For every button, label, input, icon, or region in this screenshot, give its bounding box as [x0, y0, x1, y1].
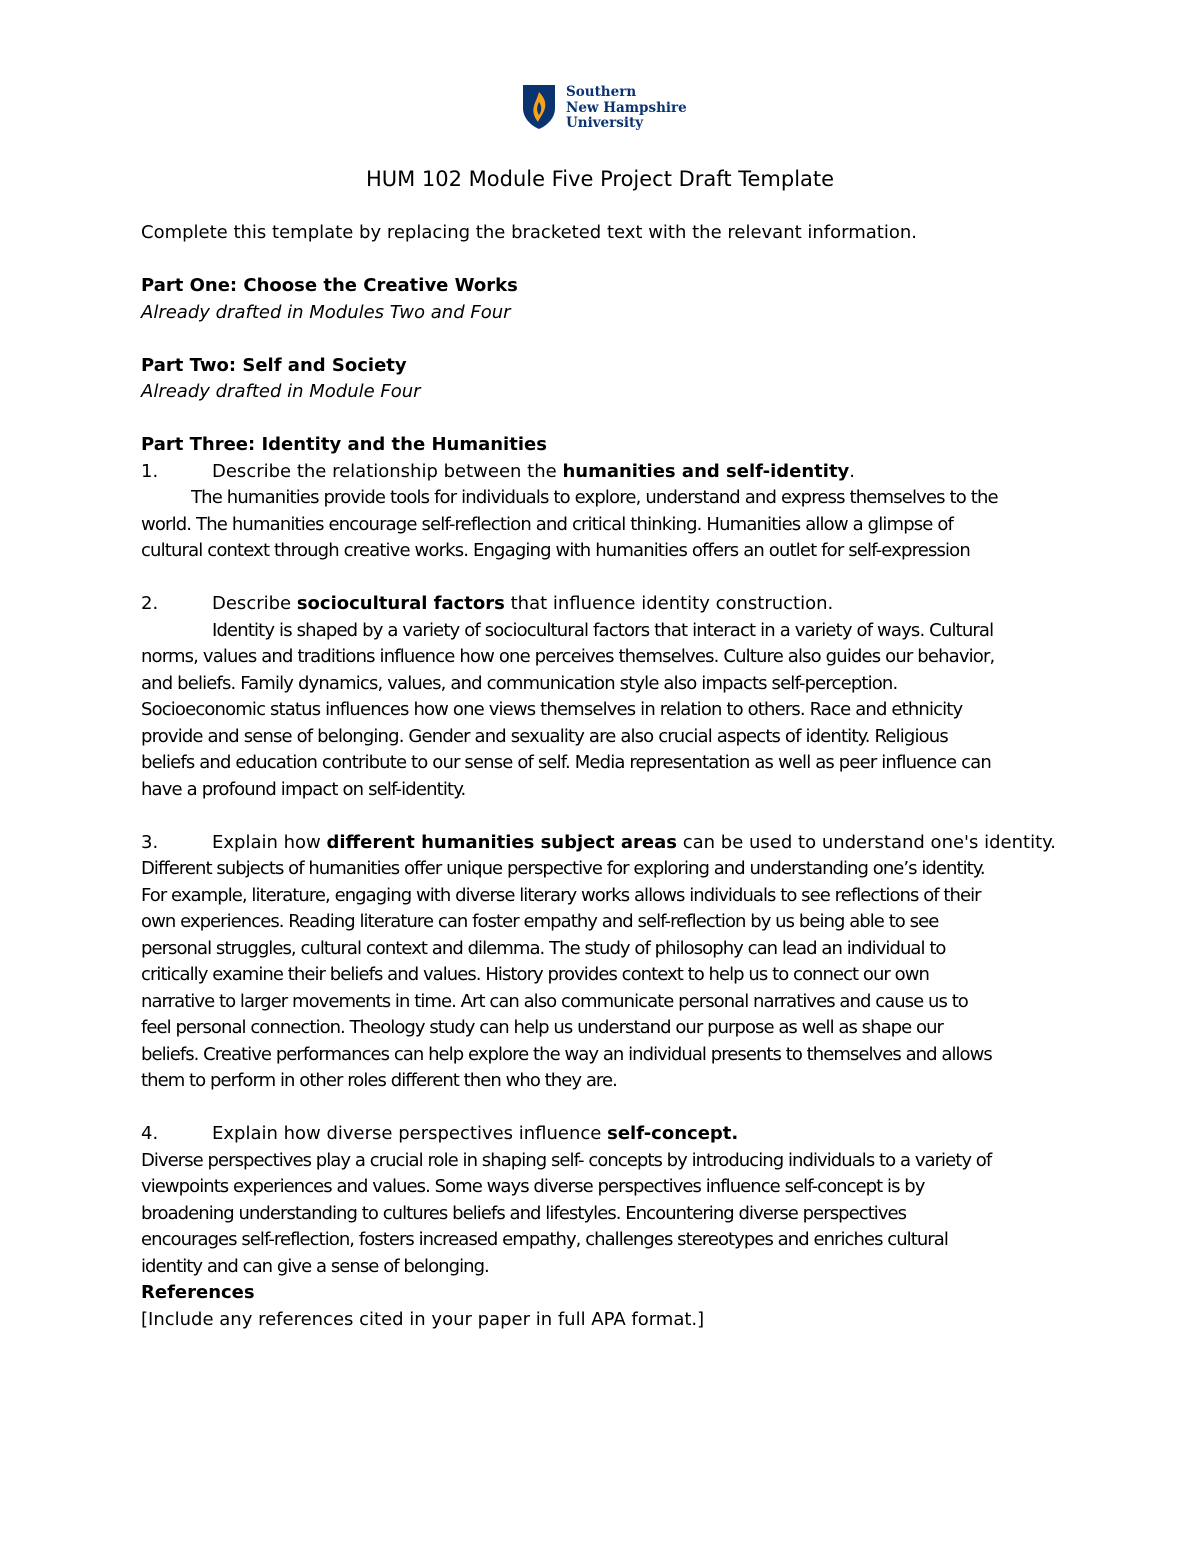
answer-3-line: them to perform in other roles different then who they are. [141, 1070, 617, 1091]
document-title: HUM 102 Module Five Project Draft Template [365, 167, 835, 191]
answer-1-line: The humanities provide tools for individuals to explore, understand and express themselves to the [191, 487, 998, 508]
part-two-note: Already drafted in Module Four [141, 381, 421, 402]
part-three-heading: Part Three: Identity and the Humanities [141, 434, 547, 455]
answer-3-line: For example, literature, engaging with diverse literary works allows individuals to see reflections of their [141, 884, 981, 906]
answer-4-line: viewpoints experiences and values. Some ways diverse perspectives influence self-concept is by [141, 1176, 925, 1197]
question-3-prompt: 3. Explain how different humanities subject areas can be used to understand one's identity. [141, 831, 1056, 853]
part-two-heading: Part Two: Self and Society [141, 354, 407, 376]
question-1-prompt: 1. Describe the relationship between the humanities and self-identity. [141, 460, 856, 482]
answer-4-line: encourages self-reflection, fosters increased empathy, challenges stereotypes and enriches cultural [141, 1229, 948, 1250]
answer-3-line: own experiences. Reading literature can foster empathy and self-reflection by us being able to see [141, 911, 939, 932]
logo-line-1: Southern [566, 84, 637, 100]
logo-line-3: University [566, 115, 644, 131]
shield-flame-icon [522, 84, 556, 130]
references-heading: References [141, 1282, 255, 1303]
answer-1-line: cultural context through creative works. Engaging with humanities offers an outlet for self-expression [141, 540, 970, 561]
answer-2-line: beliefs and education contribute to our sense of self. Media representation as well as peer influence can [141, 752, 991, 773]
answer-2-line: norms, values and traditions influence how one perceives themselves. Culture also guides our behavior, [141, 646, 995, 667]
answer-1-line: world. The humanities encourage self-reflection and critical thinking. Humanities allow a glimpse of [141, 513, 954, 535]
answer-4-line: Diverse perspectives play a crucial role in shaping self- concepts by introducing individuals to a variety of [141, 1149, 992, 1171]
logo-wordmark [566, 85, 687, 132]
references-placeholder: [Include any references cited in your paper in full APA format.] [141, 1308, 705, 1330]
document-body [141, 220, 1061, 1333]
answer-2-line: have a profound impact on self-identity. [141, 778, 466, 800]
answer-3-line: beliefs. Creative performances can help explore the way an individual presents to themselves and allows [141, 1043, 992, 1065]
logo-line-2: New Hampshire [566, 99, 687, 116]
question-2-prompt: 2. Describe sociocultural factors that influence identity construction. [141, 593, 834, 614]
answer-3-line: Different subjects of humanities offer unique perspective for exploring and understanding one’s identity. [141, 858, 985, 879]
answer-2-line: Identity is shaped by a variety of sociocultural factors that interact in a variety of ways. Cultural [212, 619, 994, 641]
part-one-note: Already drafted in Modules Two and Four [141, 301, 511, 323]
answer-3-line: critically examine their beliefs and values. History provides context to help us to connect our own [141, 964, 929, 985]
university-logo [522, 84, 687, 132]
answer-2-line: Socioeconomic status influences how one views themselves in relation to others. Race and ethnicity [141, 699, 963, 720]
answer-3-line: personal struggles, cultural context and dilemma. The study of philosophy can lead an individual to [141, 937, 946, 959]
answer-3-line: narrative to larger movements in time. Art can also communicate personal narratives and cause us to [141, 990, 968, 1012]
answer-3-line: feel personal connection. Theology study can help us understand our purpose as well as shape our [141, 1017, 943, 1038]
part-one-heading: Part One: Choose the Creative Works [141, 275, 518, 296]
answer-4-line: identity and can give a sense of belonging. [141, 1255, 489, 1277]
answer-4-line: broadening understanding to cultures beliefs and lifestyles. Encountering diverse perspectives [141, 1202, 907, 1224]
question-4-prompt: 4. Explain how diverse perspectives influence self-concept. [141, 1123, 739, 1144]
answer-2-line: provide and sense of belonging. Gender and sexuality are also crucial aspects of identity. Religious [141, 725, 948, 747]
instructions: Complete this template by replacing the bracketed text with the relevant information. [141, 222, 918, 243]
answer-2-line: and beliefs. Family dynamics, values, and communication style also impacts self-perception. [141, 672, 898, 694]
